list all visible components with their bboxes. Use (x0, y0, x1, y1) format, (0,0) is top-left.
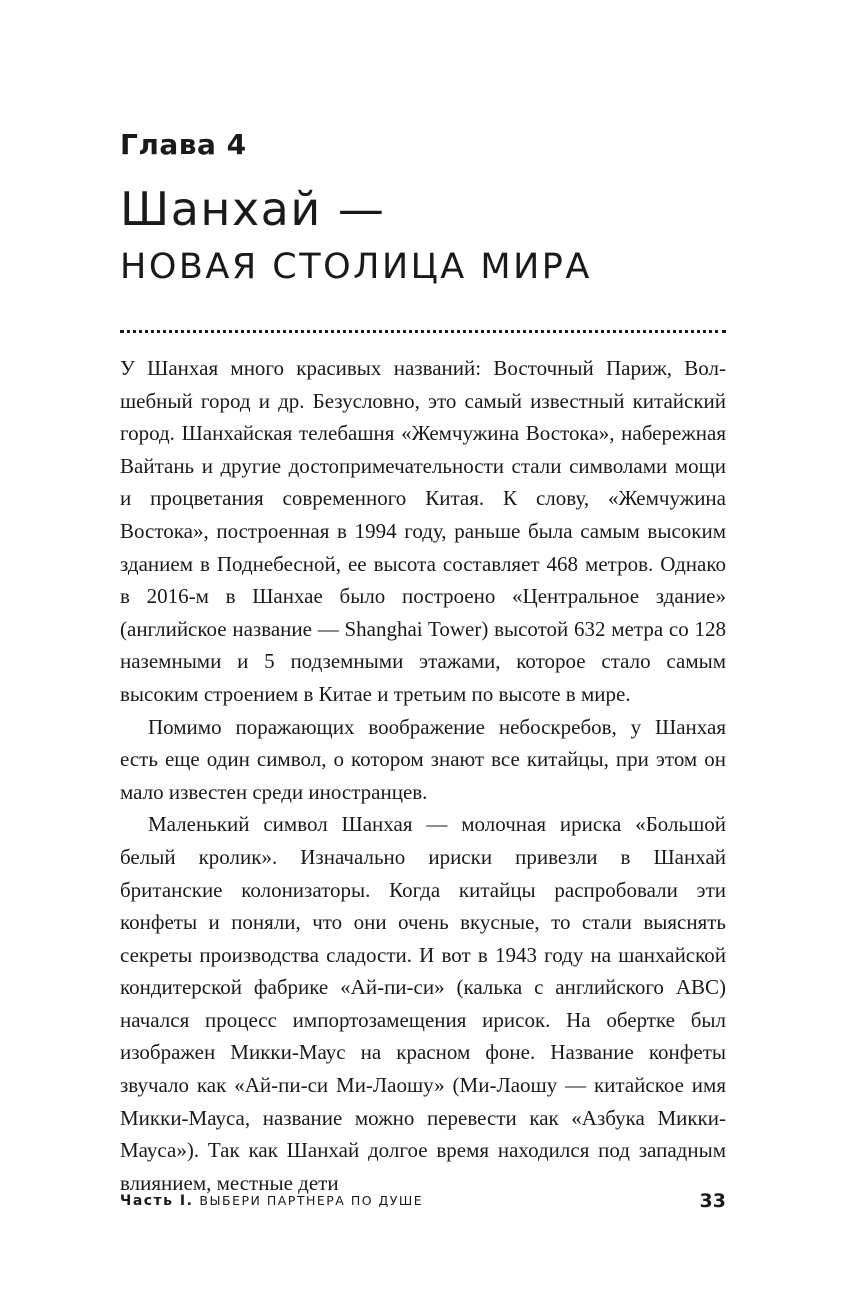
chapter-label: Глава 4 (120, 128, 247, 161)
chapter-title-line-1: Шанхай — (120, 182, 386, 236)
dotted-divider (120, 330, 726, 333)
body-text (120, 352, 726, 1199)
page-number: 33 (699, 1190, 726, 1212)
paragraph-2: Помимо поражающих воображение небоскребов, у Шанхая есть еще один символ, о котором знают все китайцы, при этом он мало известен среди иностранцев. (120, 714, 726, 804)
chapter-title-line-2: НОВАЯ СТОЛИЦА МИРА (120, 247, 592, 287)
running-head (120, 1193, 423, 1209)
running-head-title: ВЫБЕРИ ПАРТНЕРА ПО ДУШЕ (199, 1193, 424, 1208)
paragraph-3: Маленький символ Шанхая — молочная ириска «Большой белый кролик». Изначально ириски привезли в Шанхай британские колонизаторы. Когда китайцы распробовали эти конфеты и поняли, что они очень вкусные, то стали выяснять секреты производства сладости. И вот в 1943 году на шанхайской кондитерской фабрике «Ай-пи-си» (калька с английского ABC) начался процесс импортозамещения ирисок. На обертке был изображен Микки-Маус на красном фоне. Название конфеты звучало как «Ай-пи-си Ми-Лаошу» (Ми-Лаошу — китайское имя Микки-Мауса, название можно перевести как «Азбука Микки-Мауса»). Так как Шанхай долгое время находился под западным влиянием, местные дети (120, 812, 726, 1195)
chapter-title (120, 180, 592, 296)
page-footer (120, 1188, 726, 1214)
running-head-part: Часть I. (120, 1193, 194, 1209)
paragraph-1: У Шанхая много красивых названий: Восточный Париж, Волшебный город и др. Безусловно, это самый известный китайский город. Шанхайская телебашня «Жемчужина Востока», набережная Вайтань и другие достопримечательности стали символами мощи и процветания современного Китая. К слову, «Жемчужина Востока», построенная в 1994 году, раньше была самым высоким зданием в Поднебесной, ее высота составляет 468 метров. Однако в 2016-м в Шанхае было построено «Центральное здание» (английское название — Shanghai Tower) высотой 632 метра со 128 наземными и 5 подземными этажами, которое стало самым высоким строением в Китае и третьим по высоте в мире. (120, 356, 726, 706)
